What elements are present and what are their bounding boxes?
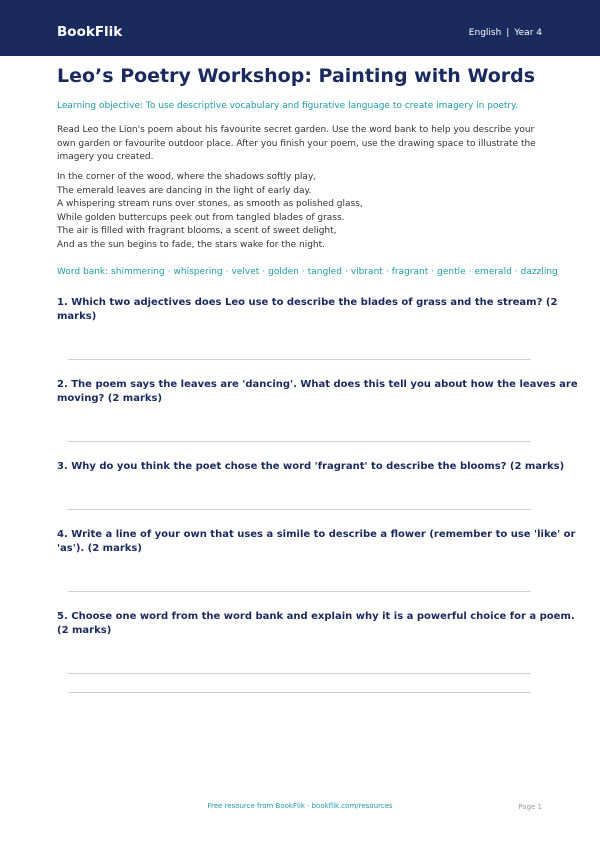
poem-line: While golden buttercups peek out from tangled blades of grass. <box>57 212 345 223</box>
word-bank-word: shimmering <box>111 267 165 277</box>
question-text: 2. The poem says the leaves are 'dancing'. What does this tell you about how the leaves are <box>57 379 578 390</box>
answer-line[interactable] <box>68 591 531 592</box>
answer-line[interactable] <box>68 441 531 442</box>
poem <box>57 171 363 253</box>
word-bank-word: whispering <box>173 267 223 277</box>
word-bank-word: vibrant <box>350 267 383 277</box>
intro-line: imagery you created. <box>57 152 154 162</box>
question-text: 3. Why do you think the poet chose the word 'fragrant' to describe the blooms? (2 marks) <box>57 461 565 472</box>
word-bank-separator: · <box>301 267 305 277</box>
word-bank-separator: · <box>262 267 266 277</box>
poem-line: The emerald leaves are dancing in the light of early day. <box>57 185 312 196</box>
intro-line: own garden or favourite outdoor place. After you finish your poem, use the drawing space to illustrate the <box>57 138 536 149</box>
question-3 <box>57 460 565 474</box>
intro-paragraph <box>57 124 537 165</box>
question-2 <box>57 378 578 406</box>
answer-line[interactable] <box>68 673 531 674</box>
poem-line: A whispering stream runs over stones, as smooth as polished glass, <box>57 199 363 210</box>
question-text: 4. Write a line of your own that uses a simile to describe a flower (remember to use 'like' or <box>57 529 576 540</box>
poem-line: The air is filled with fragrant blooms, a scent of sweet delight, <box>57 226 337 237</box>
header-meta <box>469 27 542 39</box>
page-number: Page 1 <box>518 803 542 811</box>
page-header <box>0 0 600 56</box>
word-bank-separator: · <box>344 267 348 277</box>
question-text: 1. Which two adjectives does Leo use to describe the blades of grass and the stream? (2 <box>57 297 558 308</box>
question-text: (2 marks) <box>57 625 112 636</box>
question-text: marks) <box>57 311 97 322</box>
answer-line[interactable] <box>68 359 531 360</box>
intro-line: Read Leo the Lion's poem about his favourite secret garden. Use the word bank to help you describe your <box>57 125 535 135</box>
word-bank-separator: · <box>514 267 518 277</box>
word-bank-word: golden <box>268 267 299 277</box>
word-bank-word: fragrant <box>391 267 429 277</box>
question-text: moving? (2 marks) <box>57 393 163 404</box>
poem-line: And as the sun begins to fade, the stars wake for the night. <box>57 239 326 250</box>
answer-line[interactable] <box>68 509 531 510</box>
question-5 <box>57 610 575 638</box>
year-label: Year 4 <box>514 28 542 38</box>
word-bank <box>57 266 558 278</box>
word-bank-separator: · <box>468 267 472 277</box>
word-bank-separator: · <box>385 267 389 277</box>
learning-objective: Learning objective: To use descriptive vocabulary and figurative language to create imagery in poetry. <box>57 101 519 111</box>
subject-label: English <box>468 28 502 38</box>
question-1 <box>57 296 558 324</box>
poem-line: In the corner of the wood, where the shadows softly play, <box>57 172 317 182</box>
footer-link[interactable]: Free resource from BookFlik · bookflik.com/resources <box>207 802 393 810</box>
answer-line[interactable] <box>68 692 531 693</box>
word-bank-word: emerald <box>474 267 512 277</box>
word-bank-word: velvet <box>231 267 260 277</box>
question-text: 'as'). (2 marks) <box>57 543 142 554</box>
word-bank-word: gentle <box>437 267 466 277</box>
question-4 <box>57 528 576 556</box>
page-title: Leo’s Poetry Workshop: Painting with Words <box>57 65 536 87</box>
word-bank-word: dazzling <box>520 267 558 277</box>
word-bank-separator: · <box>431 267 435 277</box>
question-text: 5. Choose one word from the word bank and explain why it is a powerful choice for a poem. <box>57 611 575 622</box>
brand-logo[interactable]: BookFlik <box>57 24 123 40</box>
word-bank-separator: · <box>225 267 229 277</box>
word-bank-word: tangled <box>307 267 342 277</box>
header-separator: | <box>506 28 510 38</box>
word-bank-label: Word bank: <box>57 267 109 277</box>
word-bank-separator: · <box>167 267 171 277</box>
